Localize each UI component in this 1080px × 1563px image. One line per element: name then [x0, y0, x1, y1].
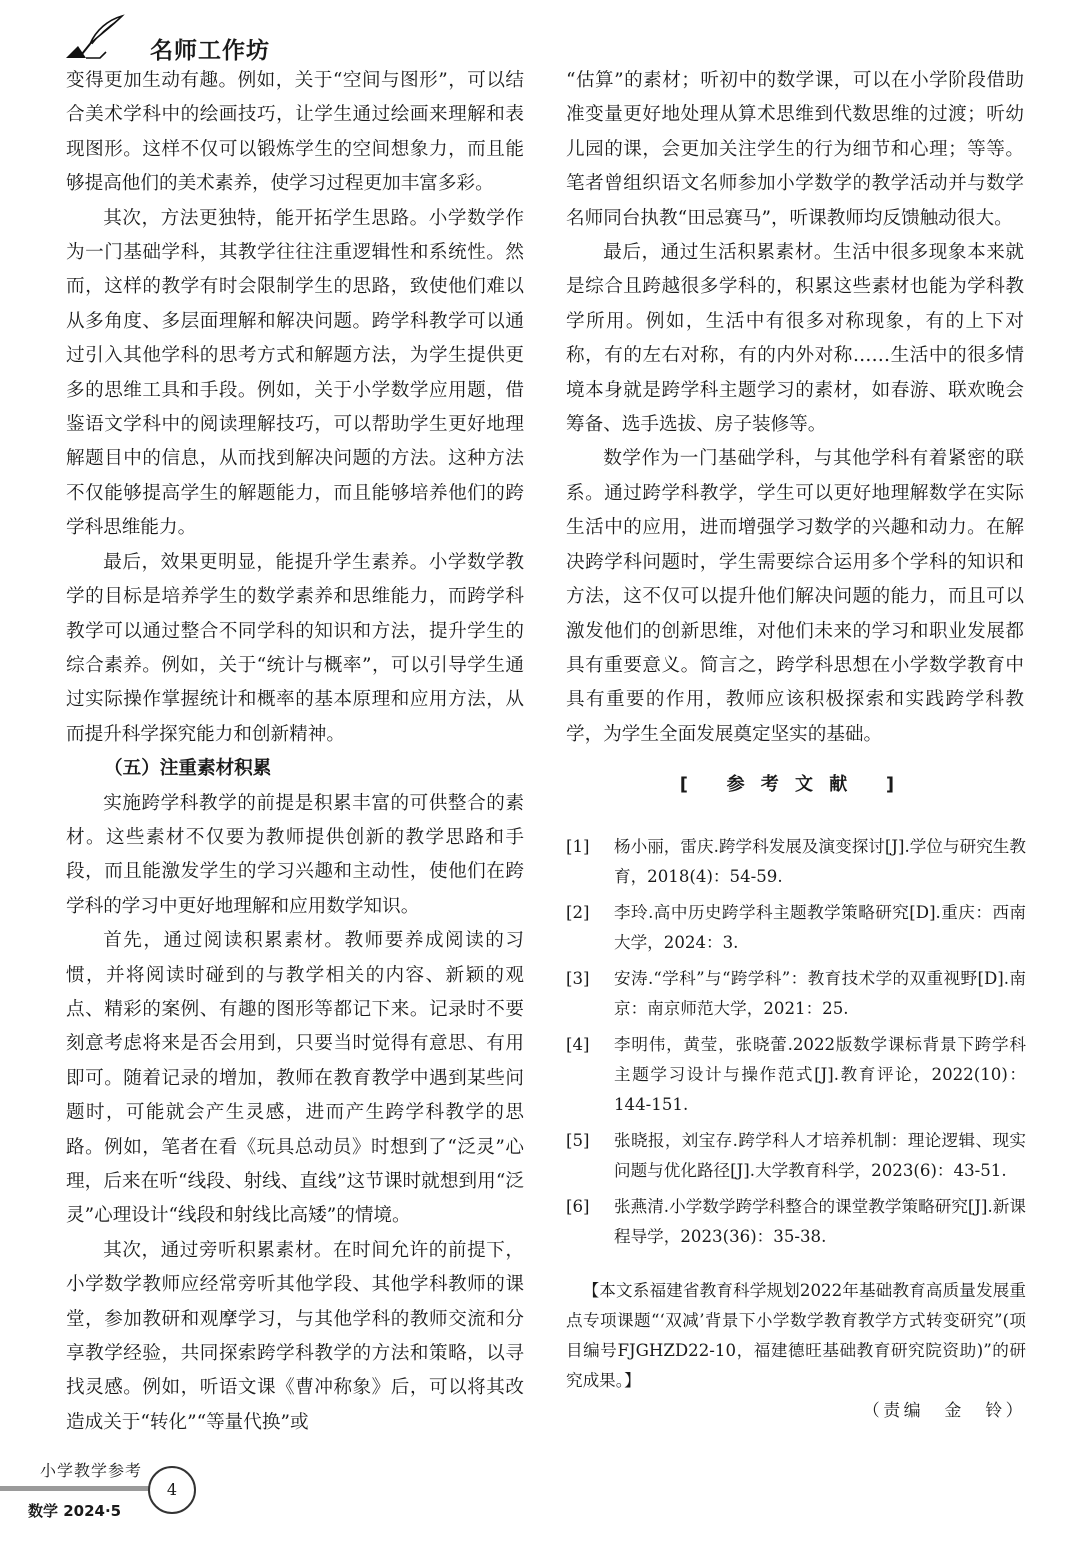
- page-number: 4: [148, 1466, 196, 1514]
- left-column: [66, 64, 524, 1440]
- funding-note: 【本文系福建省教育科学规划2022年基础教育高质量发展重点专项课题“‘双减’背景下小学数学教育教学方式转变研究”(项目编号FJGHZD22-10，福建德旺基础教育研究院资助)”的研究成果。】: [566, 1281, 1026, 1390]
- paragraph: 变得更加生动有趣。例如，关于“空间与图形”，可以结合美术学科中的绘画技巧，让学生通过绘画来理解和表现图形。这样不仅可以锻炼学生的空间想象力，而且能够提高他们的美术素养，使学习过程更加丰富多彩。: [66, 70, 524, 195]
- paragraph: 其次，通过旁听积累素材。在时间允许的前提下，小学数学教师应经常旁听其他学段、其他学科教师的课堂，参加教研和观摩学习，与其他学科的教师交流和分享教学经验，共同探索跨学科教学的方法和策略，以寻找灵感。例如，听语文课《曹冲称象》后，可以将其改造成关于“转化”“等量代换”或: [66, 1239, 524, 1433]
- reference-text: 李玲.高中历史跨学科主题教学策略研究[D].重庆：西南大学，2024：3.: [614, 903, 1026, 952]
- reference-text: 李明伟，黄莹，张晓蕾.2022版数学课标背景下跨学科主题学习设计与操作范式[J].教育评论，2022(10)：144-151.: [614, 1035, 1026, 1114]
- paragraph: 其次，方法更独特，能开拓学生思路。小学数学作为一门基础学科，其教学往往注重逻辑性和系统性。然而，这样的教学有时会限制学生的思路，致使他们难以从多角度、多层面理解和解决问题。跨学科教学可以通过引入其他学科的思考方式和解题方法，为学生提供更多的思维工具和手段。例如，关于小学数学应用题，借鉴语文学科中的阅读理解技巧，可以帮助学生更好地理解题目中的信息，从而找到解决问题的方法。这种方法不仅能够提高学生的解题能力，而且能够培养他们的跨学科思维能力。: [66, 207, 524, 539]
- paragraph: 首先，通过阅读积累素材。教师要养成阅读的习惯，并将阅读时碰到的与教学相关的内容、新颖的观点、精彩的案例、有趣的图形等都记下来。记录时不要刻意考虑将来是否会用到，只要当时觉得有意思、有用即可。随着记录的增加，教师在教育教学中遇到某些问题时，可能就会产生灵感，进而产生跨学科教学的思路。例如，笔者在看《玩具总动员》时想到了“泛灵”心理，后来在听“线段、射线、直线”这节课时就想到用“泛灵”心理设计“线段和射线比高矮”的情境。: [66, 930, 524, 1227]
- right-column: [566, 64, 1024, 752]
- references-list: [566, 832, 1026, 1258]
- paragraph: “估算”的素材；听初中的数学课，可以在小学阶段借助准变量更好地处理从算术思维到代数思维的过渡；听幼儿园的课，会更加关注学生的行为细节和心理；等等。笔者曾组织语文名师参加小学数学的教学活动并与数学名师同台执教“田忌赛马”，听课教师均反馈触动很大。: [566, 70, 1024, 229]
- paragraph: 数学作为一门基础学科，与其他学科有着紧密的联系。通过跨学科教学，学生可以更好地理解数学在实际生活中的应用，进而增强学习数学的兴趣和动力。在解决跨学科问题时，学生需要综合运用多个学科的知识和方法，这不仅可以提升他们解决问题的能力，而且可以激发他们的创新思维，对他们未来的学习和职业发展都具有重要意义。简言之，跨学科思想在小学数学教育中具有重要的作用，教师应该积极探索和实践跨学科教学，为学生全面发展奠定坚实的基础。: [566, 448, 1024, 745]
- paragraph: 最后，通过生活积累素材。生活中很多现象本来就是综合且跨越很多学科的，积累这些素材也能为学科教学所用。例如，生活中有很多对称现象，有的上下对称，有的左右对称，有的内外对称……生活中的很多情境本身就是跨学科主题学习的素材，如春游、联欢晚会筹备、选手选拔、房子装修等。: [566, 242, 1024, 436]
- reference-text: 杨小丽，雷庆.跨学科发展及演变探讨[J].学位与研究生教育，2018(4)：54-59.: [614, 837, 1026, 886]
- reference-number: [1]: [566, 837, 590, 856]
- reference-number: [4]: [566, 1035, 590, 1054]
- reference-number: [6]: [566, 1197, 590, 1216]
- reference-item: [566, 1030, 1026, 1120]
- reference-text: 张晓报，刘宝存.跨学科人才培养机制：理论逻辑、现实问题与优化路径[J].大学教育科学，2023(6)：43-51.: [614, 1131, 1026, 1180]
- reference-item: [566, 832, 1026, 892]
- column-title: 名师工作坊: [150, 38, 270, 64]
- reference-number: [2]: [566, 903, 590, 922]
- quill-pen-logo-icon: [60, 14, 140, 64]
- paragraph: 最后，效果更明显，能提升学生素养。小学数学教学的目标是培养学生的数学素养和思维能力，而跨学科教学可以通过整合不同学科的知识和方法，提升学生的综合素养。例如，关于“统计与概率”，可以引导学生通过实际操作掌握统计和概率的基本原理和应用方法，从而提升科学探究能力和创新精神。: [66, 551, 524, 745]
- editor-credit: （责编 金 铃）: [862, 1401, 1026, 1421]
- reference-number: [3]: [566, 969, 590, 988]
- reference-text: 安涛.“学科”与“跨学科”：教育技术学的双重视野[D].南京：南京师范大学，2021：25.: [614, 969, 1026, 1018]
- issue-label: 数学 2024·5: [28, 1502, 122, 1520]
- journal-name: 小学教学参考: [40, 1461, 143, 1480]
- page-header: [40, 14, 440, 64]
- reference-item: [566, 898, 1026, 958]
- references-heading: [ 参考文献 ]: [679, 774, 911, 795]
- footer-divider: [0, 1486, 160, 1491]
- reference-number: [5]: [566, 1131, 590, 1150]
- paragraph: 实施跨学科教学的前提是积累丰富的可供整合的素材。这些素材不仅要为教师提供创新的教学思路和手段，而且能激发学生的学习兴趣和主动性，使他们在跨学科的学习中更好地理解和应用数学知识。: [66, 792, 524, 917]
- reference-text: 张燕清.小学数学跨学科整合的课堂教学策略研究[J].新课程导学，2023(36)：35-38.: [614, 1197, 1026, 1246]
- section-heading: （五）注重素材积累: [104, 758, 272, 780]
- reference-item: [566, 1192, 1026, 1252]
- reference-item: [566, 1126, 1026, 1186]
- reference-item: [566, 964, 1026, 1024]
- page-footer: [0, 1448, 260, 1563]
